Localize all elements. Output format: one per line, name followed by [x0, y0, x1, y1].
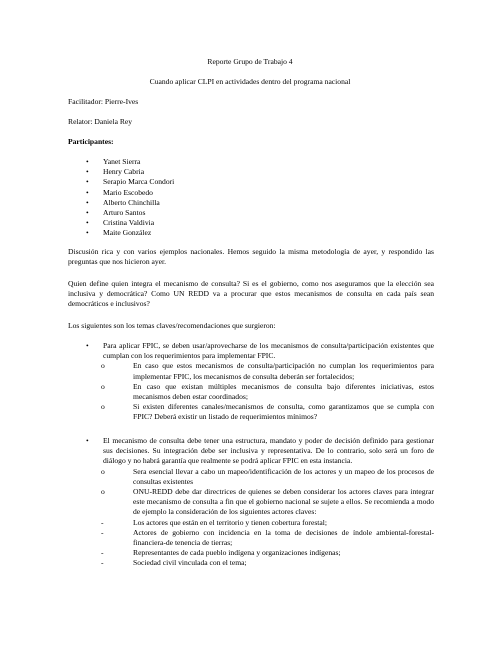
circle-marker: o	[101, 487, 105, 497]
actor-item	[101, 528, 434, 548]
participants-heading: Participantes:	[68, 137, 114, 146]
dash-marker: -	[101, 558, 104, 568]
topics-intro: Los siguientes son los temas claves/recomendaciones que surgieron:	[68, 321, 276, 330]
bullet-marker: •	[86, 436, 89, 445]
actor-item	[101, 558, 434, 568]
participant-item: • Serapio Marca Condori	[86, 177, 386, 187]
facilitator-line: Facilitador: Pierre-Ives	[68, 97, 139, 106]
dash-marker: -	[101, 517, 104, 527]
circle-marker: o	[101, 402, 105, 412]
report-title: Reporte Grupo de Trabajo 4	[207, 57, 293, 66]
circle-marker: o	[101, 361, 105, 371]
participant-item: • Mario Escobedo	[86, 188, 386, 198]
actor-text: Actores de gobierno con incidencia en la toma de decisiones de índole ambiental-forestal-financiera-de tenencia de tierras;	[133, 527, 434, 548]
bullet-marker: •	[86, 341, 89, 350]
sub-item-text: En caso que existan múltiples mecanismos de consulta bajo diferentes iniciativas, estos mecanismos deben estar coordinados;	[133, 381, 434, 402]
participant-item: • Henry Cabria	[86, 167, 386, 177]
topic-2	[86, 436, 434, 569]
circle-marker: o	[101, 381, 105, 391]
discussion-paragraph: Discusión rica y con varios ejemplos nacionales. Hemos seguido la misma metodología de ayer, y respondido las preguntas que nos hicieron ayer.	[68, 247, 434, 267]
sub-item-text: En caso que estos mecanismos de consulta/participación no cumplan los requerimientos para implementar FPIC, los mecanismos de consulta deberán ser fortalecidos;	[133, 361, 434, 381]
participant-item: • Arturo Santos	[86, 208, 386, 218]
actor-text: Sociedad civil vinculada con el tema;	[133, 558, 247, 568]
topic-2-sub-1	[101, 467, 434, 487]
rapporteur-line: Relator: Daniela Rey	[68, 117, 133, 126]
sub-item-text: ONU-REDD debe dar directrices de quienes se deben considerar los actores claves para integrar este mecanismo de consulta a fin que el gobierno nacional se sujete a ellos. Se recomienda a modo de ejemplo la consideración de los siguientes actores claves:	[133, 487, 434, 517]
topic-1-sub-1	[101, 361, 434, 381]
topic-2-sub-2	[101, 487, 434, 518]
participant-item: • Alberto Chinchilla	[86, 198, 386, 208]
topic-1-sub-2	[101, 382, 434, 402]
participant-item: • Cristina Valdivia	[86, 218, 386, 228]
actor-item	[101, 518, 434, 528]
topic-1	[86, 341, 434, 423]
sub-item-text: Sera esencial llevar a cabo un mapeo/identificación de los actores y un mapeo de los procesos de consultas existentes	[133, 466, 434, 486]
topic-2-text: El mecanismo de consulta debe tener una estructura, mandato y poder de decisión definido para gestionar sus decisiones. Su integración debe ser inclusiva y representativa. De lo contrario, solo será un foro de diálogo y no habrá garantía que realmente se podrá aplicar FPIC en esta instancia.	[103, 436, 434, 466]
participant-item: • Yanet Sierra	[86, 157, 386, 167]
actor-text: Representantes de cada pueblo indígena y organizaciones indígenas;	[133, 548, 341, 558]
topic-1-sub-3	[101, 402, 434, 422]
dash-marker: -	[101, 548, 104, 558]
actor-text: Los actores que están en el territorio y tienen cobertura forestal;	[133, 517, 327, 527]
actor-item	[101, 548, 434, 558]
dash-marker: -	[101, 527, 104, 537]
circle-marker: o	[101, 466, 105, 476]
report-subtitle: Cuando aplicar CLPI en actividades dentro del programa nacional	[149, 77, 351, 86]
topic-1-text: Para aplicar FPIC, se deben usar/aprovecharse de los mecanismos de consulta/participación existentes que cumplan con los requerimientos para implementar FPIC.	[103, 341, 434, 361]
participant-item: • Maite González	[86, 228, 386, 238]
participants-list	[86, 157, 386, 239]
sub-item-text: Si existen diferentes canales/mecanismos de consulta, como garantizamos que se cumpla con FPIC? Deberá existir un listado de requerimientos mínimos?	[133, 402, 434, 422]
question-paragraph: Quien define quien integra el mecanismo de consulta? Si es el gobierno, como nos aseguramos que la elección sea inclusiva y democrática? Como UN REDD va a procurar que estos mecanismos de consulta en cada país sean democráticos e inclusivos?	[68, 279, 434, 309]
